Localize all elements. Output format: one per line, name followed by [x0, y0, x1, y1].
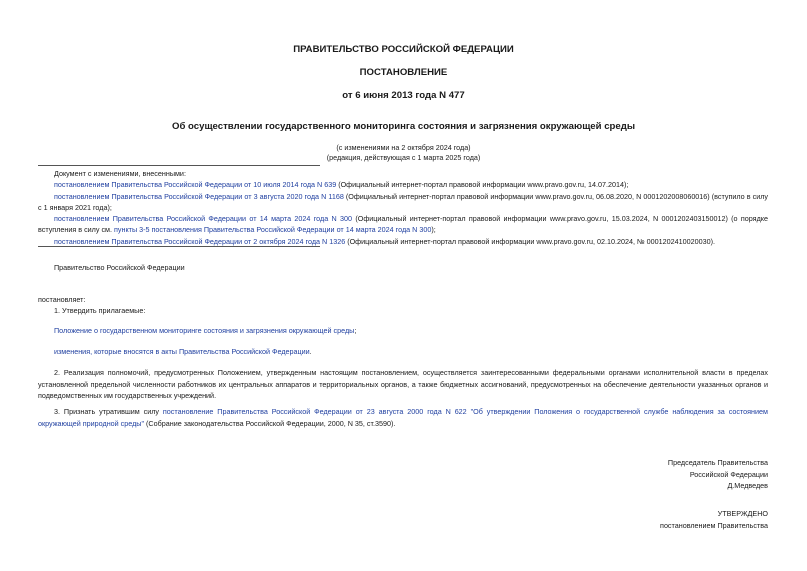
top-rule [38, 165, 320, 166]
amendments-link[interactable]: изменения, которые вносятся в акты Правительства Российской Федерации [54, 347, 310, 356]
bottom-rule [38, 246, 320, 247]
approved-block [660, 508, 768, 531]
government-heading: ПРАВИТЕЛЬСТВО РОССИЙСКОЙ ФЕДЕРАЦИИ [293, 44, 514, 55]
edition-note: (редакция, действующая с 1 марта 2025 года) [326, 153, 481, 162]
changes-note: (с изменениями на 2 октября 2024 года) [336, 143, 471, 152]
signature-block [668, 457, 768, 492]
signature-country: Российской Федерации [689, 469, 768, 479]
paragraph-3: 3. Признать утратившим силу постановление Правительства Российской Федерации от 23 августа 2000 года N 622 "Об утверждении Положения о государственной службе наблюдения за состоянием окружающей природной среды" (Собрание законодательства Российской Федерации, 2000, N 35, ст.3590). [38, 407, 768, 428]
paragraph-1-item-2: изменения, которые вносятся в акты Правительства Российской Федерации. [54, 347, 312, 356]
change-link-3[interactable]: постановлением Правительства Российской Федерации от 14 марта 2024 года N 300 [54, 214, 353, 224]
paragraph-1-item-1: Положение о государственном мониторинге состояния и загрязнения окружающей среды; [54, 326, 357, 335]
changes-block [38, 168, 768, 247]
regulation-link[interactable]: Положение о государственном мониторинге состояния и загрязнения окружающей среды [54, 326, 355, 335]
decides-line: постановляет: [38, 295, 86, 304]
change-item-2: постановлением Правительства Российской Федерации от 3 августа 2020 года N 1168 (Официальный интернет-портал правовой информации www.pravo.gov.ru, 06.08.2020, N 0001202008060016) (вступило в силу с 1 января 2021 года); [38, 191, 768, 212]
document-title: Об осуществлении государственного мониторинга состояния и загрязнения окружающей среды [171, 121, 636, 132]
change-item-3: постановлением Правительства Российской Федерации от 14 марта 2024 года N 300 (Официальный интернет-портал правовой информации www.pravo.gov.ru, 15.03.2024, N 0001202403150012) (о порядке вступления в силу см. пункты 3-5 постановления Правительства Российской Федерации от 14 марта 2024 года N 300); [38, 214, 768, 235]
approved-by: постановлением Правительства [660, 520, 768, 530]
doc-type: ПОСТАНОВЛЕНИЕ [359, 67, 448, 78]
approved-label: УТВЕРЖДЕНО [717, 509, 768, 518]
signature-name: Д.Медведев [727, 481, 768, 491]
changes-intro: Документ с изменениями, внесенными: [54, 169, 186, 178]
change-link-4[interactable]: постановлением Правительства Российской Федерации от 2 октября 2024 года N 1326 [54, 236, 346, 246]
date-number: от 6 июня 2013 года N 477 [342, 90, 465, 101]
change-item-1: постановлением Правительства Российской Федерации от 10 июля 2014 года N 639 (Официальный интернет-портал правовой информации www.pravo.gov.ru, 14.07.2014); [54, 180, 629, 190]
change-link-3b[interactable]: пункты 3-5 постановления Правительства Российской Федерации от 14 марта 2024 года N 300 [114, 225, 432, 235]
change-item-4: постановлением Правительства Российской Федерации от 2 октября 2024 года N 1326 (Официальный интернет-портал правовой информации www.pravo.gov.ru, 02.10.2024, № 0001202410020030). [54, 236, 716, 246]
change-link-2[interactable]: постановлением Правительства Российской Федерации от 3 августа 2020 года N 1168 [54, 191, 344, 201]
paragraph-1: 1. Утвердить прилагаемые: [54, 306, 146, 315]
signature-position: Председатель Правительства [667, 458, 768, 467]
change-link-1[interactable]: постановлением Правительства Российской Федерации от 10 июля 2014 года N 639 [54, 180, 337, 190]
paragraph-2: 2. Реализация полномочий, предусмотренных Положением, утвержденным настоящим постановлением, осуществляется заинтересованными федеральными органами исполнительной власти в пределах установленной предельной численности работников их центральных аппаратов и территориальных органов, а также бюджетных ассигнований, предусмотренных на обеспечение деятельности указанных органов и подведомственных им государственных учреждений. [38, 368, 768, 401]
government-line: Правительство Российской Федерации [54, 263, 185, 272]
repealed-act-link[interactable]: постановление Правительства Российской Федерации от 23 августа 2000 года N 622 "Об утверждении Положения о государственной службе наблюдения за состоянием окружающей природной среды" [38, 407, 768, 428]
